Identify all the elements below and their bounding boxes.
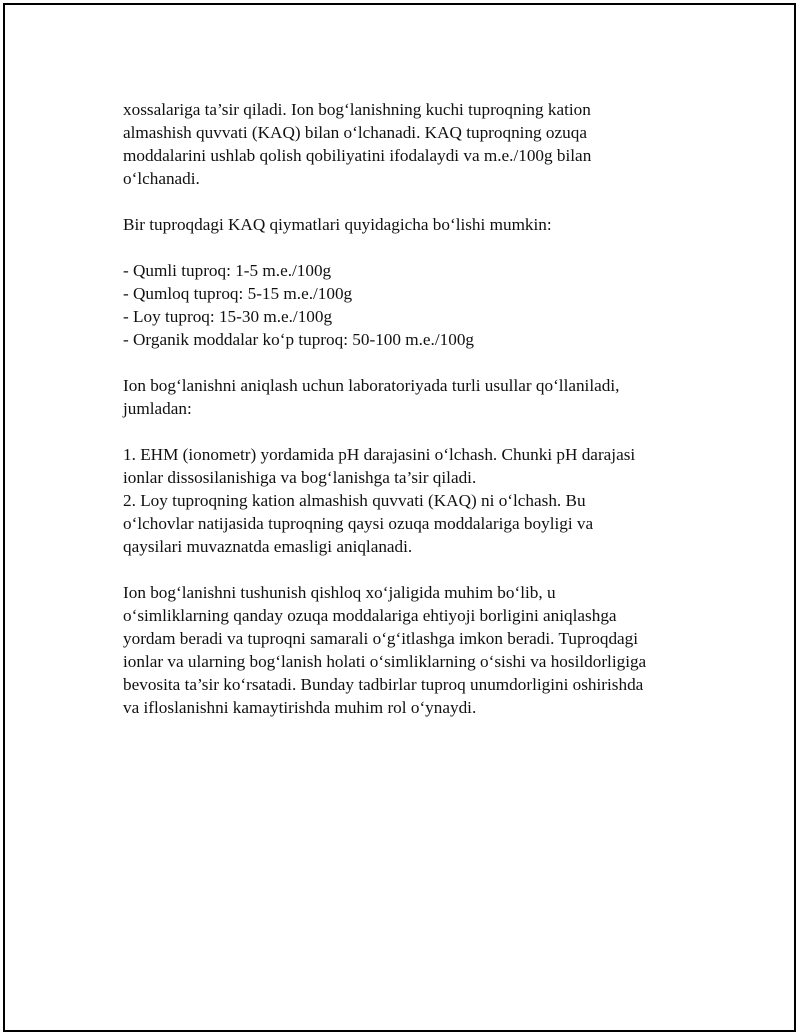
text-line: 2. Loy tuproqning kation almashish quvvati (KAQ) ni o‘lchash. Bu	[123, 491, 586, 510]
paragraph-gap	[123, 351, 693, 374]
methods-list	[123, 443, 693, 558]
text-line: o‘simliklarning qanday ozuqa moddalariga ehtiyoji borligini aniqlashga	[123, 606, 617, 625]
paragraph-kaq-intro	[123, 98, 693, 190]
text-line: ionlar va ularning bog‘lanish holati o‘simliklarning o‘sishi va hosildorligiga	[123, 652, 647, 671]
soil-type-list	[123, 259, 693, 351]
text-line: almashish quvvati (KAQ) bilan o‘lchanadi. KAQ tuproqning ozuqa	[123, 123, 587, 142]
paragraph-gap	[123, 558, 693, 581]
text-line: yordam beradi va tuproqni samarali o‘g‘itlashga imkon beradi. Tuproqdagi	[123, 629, 639, 648]
text-line: Ion bog‘lanishni tushunish qishloq xo‘jaligida muhim bo‘lib, u	[123, 583, 556, 602]
paragraph-gap	[123, 190, 693, 213]
paragraph-gap	[123, 420, 693, 443]
text-line: va ifloslanishni kamaytirishda muhim rol o‘ynaydi.	[123, 698, 477, 717]
text-line: ionlar dissosilanishiga va bog‘lanishga ta’sir qiladi.	[123, 468, 477, 487]
paragraph-gap	[123, 236, 693, 259]
text-line: moddalarini ushlab qolish qobiliyatini ifodalaydi va m.e./100g bilan	[123, 146, 592, 165]
paragraph-methods-intro	[123, 374, 693, 420]
list-item: - Organik moddalar ko‘p tuproq: 50-100 m.e./100g	[123, 330, 475, 349]
text-line: bevosita ta’sir ko‘rsatadi. Bunday tadbirlar tuproq unumdorligini oshirishda	[123, 675, 644, 694]
text-line: jumladan:	[123, 399, 192, 418]
paragraph-conclusion	[123, 581, 693, 719]
page-frame	[3, 3, 796, 1032]
text-line: xossalariga ta’sir qiladi. Ion bog‘lanishning kuchi tuproqning kation	[123, 100, 591, 119]
text-line: o‘lchovlar natijasida tuproqning qaysi ozuqa moddalariga boyligi va	[123, 514, 594, 533]
text-line: qaysilari muvaznatda emasligi aniqlanadi.	[123, 537, 413, 556]
list-item: - Qumloq tuproq: 5-15 m.e./100g	[123, 284, 353, 303]
document-body	[123, 98, 693, 719]
text-line: o‘lchanadi.	[123, 169, 200, 188]
text-line: Ion bog‘lanishni aniqlash uchun laboratoriyada turli usullar qo‘llaniladi,	[123, 376, 620, 395]
text-line: Bir tuproqdagi KAQ qiymatlari quyidagicha bo‘lishi mumkin:	[123, 215, 552, 234]
list-item: - Loy tuproq: 15-30 m.e./100g	[123, 307, 333, 326]
paragraph-kaq-values-heading	[123, 213, 693, 236]
list-item: - Qumli tuproq: 1-5 m.e./100g	[123, 261, 332, 280]
text-line: 1. EHM (ionometr) yordamida pH darajasini o‘lchash. Chunki pH darajasi	[123, 445, 636, 464]
